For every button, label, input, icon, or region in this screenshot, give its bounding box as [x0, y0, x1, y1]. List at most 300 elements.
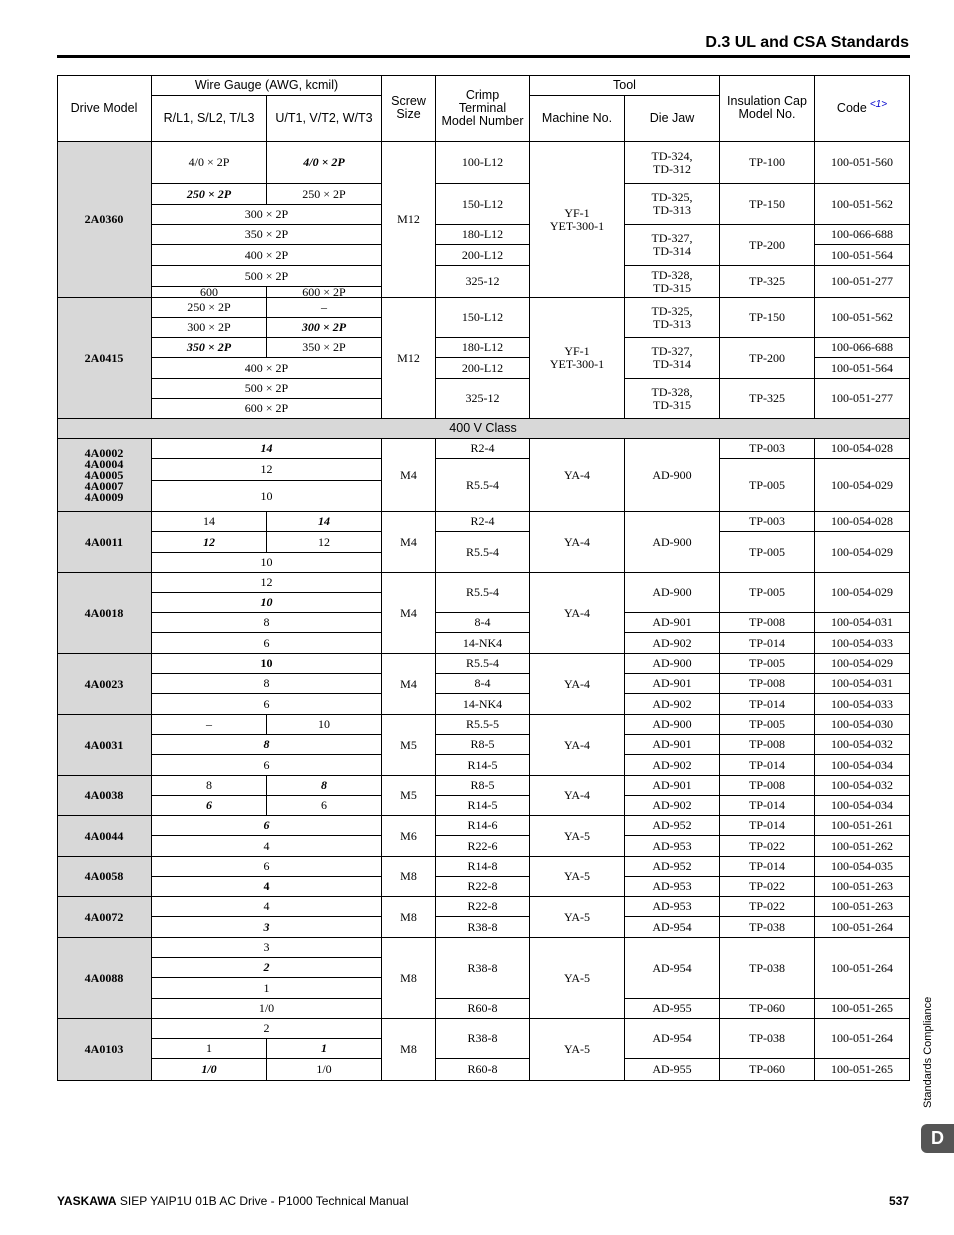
- table-cell: [436, 877, 530, 897]
- table-header-cell: [152, 75, 382, 96]
- table-cell: [625, 816, 720, 836]
- table-cell: [720, 674, 815, 694]
- table-cell: [436, 796, 530, 816]
- cell-text: 100-054-033: [831, 635, 893, 650]
- cell-text: R14-8: [467, 859, 498, 873]
- table-cell: [57, 897, 152, 938]
- cell-text: 100-066-688: [831, 340, 893, 354]
- cell-text: R8-5: [470, 778, 495, 792]
- cell-text: 600: [200, 287, 218, 298]
- table-cell: [625, 379, 720, 419]
- cell-text: 600 × 2P: [302, 287, 346, 298]
- cell-text: 10: [260, 595, 273, 609]
- cell-text: TP-325: [749, 274, 785, 288]
- cell-text: TP-008: [749, 778, 785, 792]
- table-cell: [720, 459, 815, 512]
- cell-text: Screw Size: [391, 94, 426, 121]
- cell-text: 325-12: [465, 274, 500, 288]
- cell-text: 200-L12: [461, 247, 504, 262]
- cell-text: R22-6: [467, 838, 498, 853]
- cell-text: 12: [203, 534, 215, 549]
- cell-text: 4: [263, 838, 270, 853]
- table-cell: [436, 938, 530, 999]
- cell-text: 100-054-028: [831, 441, 893, 455]
- cell-text: YA-5: [564, 909, 590, 924]
- cell-text: 300 × 2P: [187, 320, 231, 334]
- cell-text: AD-901: [652, 615, 692, 629]
- cell-text: 250 × 2P: [302, 186, 346, 201]
- table-cell: [815, 266, 910, 298]
- table-cell: [436, 142, 530, 184]
- table-cell: [815, 796, 910, 816]
- table-cell: [720, 573, 815, 613]
- table-cell: [625, 1059, 720, 1081]
- table-cell: [152, 654, 382, 674]
- table-cell: [815, 379, 910, 419]
- cell-text: AD-902: [652, 635, 692, 650]
- table-cell: [152, 776, 267, 796]
- cell-text: 100-054-029: [831, 477, 893, 492]
- cell-text: M8: [400, 1042, 417, 1056]
- table-cell: [625, 439, 720, 512]
- cell-text: 4A0103: [84, 1042, 124, 1056]
- cell-text: M6: [400, 828, 417, 843]
- table-cell: [625, 938, 720, 999]
- cell-text: 4A0002 4A0004 4A0005 4A0007 4A0009: [84, 445, 124, 504]
- table-cell: [625, 917, 720, 938]
- table-cell: [720, 379, 815, 419]
- cell-text: TP-005: [749, 477, 785, 492]
- table-cell: [267, 512, 382, 532]
- cell-text: YA-4: [564, 788, 590, 802]
- cell-text: R2-4: [470, 514, 495, 528]
- table-cell: [720, 184, 815, 225]
- cell-text: 100-054-034: [831, 757, 893, 772]
- cell-text: TP-014: [749, 818, 785, 832]
- cell-text: YA-4: [564, 605, 590, 620]
- table-cell: [625, 776, 720, 796]
- cell-text: 100-054-031: [831, 676, 893, 690]
- table-cell: [625, 674, 720, 694]
- cell-text: TP-005: [749, 544, 785, 559]
- cell-text: 10: [260, 488, 273, 503]
- cell-text: R38-8: [467, 960, 498, 975]
- table-cell: [530, 142, 625, 298]
- table-cell: [625, 877, 720, 897]
- cell-text: 4A0044: [84, 828, 124, 843]
- table-cell: [382, 142, 436, 298]
- footer-page-number: 537: [888, 1194, 909, 1208]
- table-cell: [815, 897, 910, 917]
- table-cell: [152, 633, 382, 654]
- table-cell: [720, 857, 815, 877]
- cell-text: 100-054-032: [831, 778, 893, 792]
- cell-text: 350 × 2P: [302, 340, 346, 354]
- cell-text: YA-5: [564, 869, 590, 883]
- cell-text: 100-051-261: [831, 818, 893, 832]
- table-cell: [625, 1019, 720, 1059]
- cell-text: AD-953: [652, 838, 692, 853]
- table-cell: [152, 816, 382, 836]
- cell-text: M4: [400, 467, 417, 482]
- table-header-cell: [57, 75, 152, 142]
- cell-text: R14-5: [467, 798, 498, 812]
- cell-text: TP-060: [749, 1062, 785, 1076]
- cell-text: TP-038: [749, 960, 785, 975]
- table-cell: [530, 573, 625, 654]
- cell-text: 4A0072: [84, 909, 124, 924]
- table-cell: [720, 836, 815, 857]
- side-tab-letter: D: [921, 1124, 954, 1153]
- cell-text: R22-8: [467, 899, 498, 913]
- cell-text: TP-003: [749, 514, 785, 528]
- table-cell: [815, 142, 910, 184]
- table-cell: [267, 298, 382, 318]
- cell-text: M8: [400, 869, 417, 883]
- table-cell: [720, 613, 815, 633]
- cell-text: TP-003: [749, 441, 785, 455]
- cell-text: 100-054-028: [831, 514, 893, 528]
- cell-text: 8-4: [474, 676, 491, 690]
- table-cell: [152, 938, 382, 958]
- cell-text: R60-8: [467, 1001, 498, 1015]
- cell-text: YA-5: [564, 1042, 590, 1056]
- cell-text: TP-022: [749, 879, 785, 893]
- table-cell: [815, 999, 910, 1019]
- cell-text: YA-4: [564, 467, 590, 482]
- table-cell: [436, 654, 530, 674]
- table-cell: [625, 694, 720, 715]
- cell-text: 180-L12: [461, 227, 504, 241]
- table-cell: [382, 298, 436, 419]
- table-cell: [815, 358, 910, 379]
- cell-text: 4A0031: [84, 737, 124, 752]
- table-cell: [815, 755, 910, 776]
- cell-text: TP-005: [749, 656, 785, 670]
- cell-text: TD-327, TD-314: [651, 344, 693, 371]
- table-cell: [267, 287, 382, 298]
- table-cell: [720, 735, 815, 755]
- table-cell: [815, 776, 910, 796]
- cell-text: 250 × 2P: [187, 300, 231, 314]
- cell-text: Machine No.: [541, 111, 613, 125]
- cell-text: TP-200: [749, 350, 785, 365]
- table-cell: [625, 613, 720, 633]
- cell-text: TP-014: [749, 757, 785, 772]
- table-cell: [152, 978, 382, 999]
- cell-text: 4A0018: [84, 605, 124, 620]
- table-cell: [436, 358, 530, 379]
- cell-text: Insulation Cap Model No.: [727, 94, 807, 121]
- side-tab-section-label: Standards Compliance: [922, 996, 934, 1108]
- cell-text: AD-901: [652, 676, 692, 690]
- table-cell: [382, 776, 436, 816]
- cell-text: 8: [263, 615, 270, 629]
- cell-text: 100-051-277: [831, 274, 893, 288]
- table-cell: [530, 439, 625, 512]
- table-cell: [152, 796, 267, 816]
- table-cell: [436, 836, 530, 857]
- table-cell: [267, 318, 382, 338]
- table-cell: [436, 613, 530, 633]
- cell-text: 8: [321, 778, 327, 792]
- cell-text: 100-054-032: [831, 737, 893, 751]
- table-cell: [152, 184, 267, 205]
- cell-text: 6: [263, 818, 270, 832]
- table-cell: [530, 816, 625, 857]
- cell-text: 100-051-263: [831, 879, 893, 893]
- table-cell: [436, 857, 530, 877]
- cell-text: 2: [263, 960, 270, 974]
- cell-text: Wire Gauge (AWG, kcmil): [194, 77, 339, 92]
- table-cell: [815, 633, 910, 654]
- table-cell: [57, 776, 152, 816]
- page-section-title: D.3 UL and CSA Standards: [705, 34, 909, 51]
- table-cell: [436, 1059, 530, 1081]
- table-cell: [57, 857, 152, 897]
- cell-text: AD-900: [652, 656, 692, 670]
- table-cell: [815, 245, 910, 266]
- cell-text: 100-054-029: [831, 656, 893, 670]
- cell-text: 4: [263, 899, 270, 913]
- table-cell: [625, 225, 720, 266]
- cell-text: TD-325, TD-313: [651, 303, 693, 331]
- table-cell: [382, 654, 436, 715]
- table-cell: [625, 654, 720, 674]
- table-cell: [530, 1019, 625, 1081]
- cell-text: 100-051-265: [831, 1062, 893, 1076]
- table-cell: [815, 298, 910, 338]
- table-cell: [720, 877, 815, 897]
- cell-text: TP-005: [749, 585, 785, 599]
- cell-text: 100-054-030: [831, 717, 893, 731]
- table-cell: [815, 654, 910, 674]
- table-cell: [625, 897, 720, 917]
- table-cell: [436, 633, 530, 654]
- cell-text: AD-901: [652, 778, 692, 792]
- table-cell: [815, 857, 910, 877]
- cell-text: –: [206, 717, 212, 731]
- table-cell: [720, 1019, 815, 1059]
- cell-text: 150-L12: [461, 310, 504, 324]
- cell-text: Code: [836, 100, 867, 115]
- cell-text: 12: [318, 534, 330, 549]
- cell-text: 180-L12: [461, 340, 504, 354]
- table-cell: [625, 715, 720, 735]
- cell-text: 1: [321, 1041, 327, 1055]
- cell-text: 1/0: [258, 1001, 275, 1015]
- table-cell: [625, 573, 720, 613]
- table-cell: [436, 298, 530, 338]
- cell-text: TP-038: [749, 1031, 785, 1045]
- table-cell: [152, 1039, 267, 1059]
- table-cell: [815, 459, 910, 512]
- table-cell: [436, 755, 530, 776]
- cell-text: 325-12: [465, 391, 500, 405]
- cell-text: 350 × 2P: [186, 340, 232, 354]
- table-cell: [152, 958, 382, 978]
- cell-text: Drive Model: [70, 100, 138, 115]
- cell-text: TP-014: [749, 798, 785, 812]
- table-cell: [625, 298, 720, 338]
- footer-manual: SIEP YAIP1U 01B AC Drive - P1000 Technical Manual: [119, 1194, 409, 1208]
- cell-text: 4A0023: [84, 676, 124, 691]
- table-cell: [152, 1019, 382, 1039]
- footer-brand: YASKAWA: [57, 1194, 117, 1208]
- cell-text: AD-954: [652, 919, 692, 934]
- cell-text: AD-900: [652, 534, 692, 549]
- table-cell: [815, 735, 910, 755]
- table-cell: [152, 735, 382, 755]
- table-cell: [815, 694, 910, 715]
- table-cell: [436, 694, 530, 715]
- table-cell: [57, 654, 152, 715]
- table-cell: [152, 694, 382, 715]
- table-cell: [436, 573, 530, 613]
- cell-text: 100-051-264: [831, 960, 893, 975]
- cell-text: 3: [263, 919, 270, 934]
- cell-text: R2-4: [470, 441, 495, 455]
- table-cell: [152, 439, 382, 459]
- cell-text: YF-1 YET-300-1: [549, 344, 605, 371]
- table-cell: [152, 532, 267, 553]
- table-cell: [720, 633, 815, 654]
- cell-text: AD-953: [652, 879, 692, 893]
- cell-text: TP-008: [749, 615, 785, 629]
- table-cell: [382, 857, 436, 897]
- cell-text: YF-1 YET-300-1: [549, 205, 605, 233]
- table-cell: [436, 512, 530, 532]
- table-cell: [815, 613, 910, 633]
- table-cell: [152, 399, 382, 419]
- table-cell: [57, 938, 152, 1019]
- cell-text: 14: [260, 441, 273, 455]
- table-cell: [625, 184, 720, 225]
- cell-text: 4A0058: [84, 869, 124, 883]
- cell-text: 600 × 2P: [244, 401, 289, 415]
- cell-text: YA-4: [564, 737, 590, 752]
- table-cell: [815, 573, 910, 613]
- cell-text: 10: [260, 656, 273, 670]
- cell-text: 100-054-029: [831, 544, 893, 559]
- cell-text: 14-NK4: [462, 635, 503, 650]
- table-cell: [625, 338, 720, 379]
- cell-text: AD-901: [652, 737, 692, 751]
- table-cell: [720, 338, 815, 379]
- cell-text: TP-060: [749, 1001, 785, 1015]
- table-cell: [720, 225, 815, 266]
- table-cell: [57, 298, 152, 419]
- table-cell: [625, 512, 720, 573]
- cell-text: TD-328, TD-315: [651, 384, 693, 412]
- table-cell: [720, 897, 815, 917]
- cell-text: R38-8: [467, 919, 498, 934]
- cell-text: 100-051-264: [831, 919, 893, 934]
- table-cell: [436, 1019, 530, 1059]
- cell-text: –: [321, 300, 327, 314]
- table-cell: [815, 439, 910, 459]
- table-cell: [152, 573, 382, 593]
- cell-text: 100-L12: [461, 155, 504, 169]
- table-cell: [815, 1059, 910, 1081]
- table-cell: [436, 674, 530, 694]
- table-cell: [625, 142, 720, 184]
- table-cell: [57, 573, 152, 654]
- cell-text: 1: [206, 1041, 212, 1055]
- table-cell: [152, 245, 382, 266]
- table-cell: [530, 715, 625, 776]
- table-cell: [382, 573, 436, 654]
- cell-text: 250 × 2P: [186, 186, 232, 201]
- table-header-cell: [382, 75, 436, 142]
- cell-text: 8-4: [474, 615, 491, 629]
- table-cell: [436, 266, 530, 298]
- table-cell: [267, 338, 382, 358]
- cell-text: 100-051-560: [831, 155, 893, 169]
- table-cell: [152, 857, 382, 877]
- cell-text: 2: [263, 1021, 270, 1035]
- cell-text: YA-4: [564, 676, 590, 691]
- cell-text: AD-952: [652, 818, 692, 832]
- table-header-cell: [530, 96, 625, 142]
- table-cell: [152, 999, 382, 1019]
- table-cell: [152, 266, 382, 287]
- cell-text: 100-051-564: [831, 360, 893, 375]
- cell-text: TP-150: [749, 310, 785, 324]
- table-cell: [436, 338, 530, 358]
- cell-text: YA-5: [564, 828, 590, 843]
- table-cell: [152, 674, 382, 694]
- table-cell: [152, 613, 382, 633]
- cell-text: AD-902: [652, 757, 692, 772]
- table-cell: [57, 1019, 152, 1081]
- table-header-cell: [530, 75, 720, 96]
- table-cell: [267, 796, 382, 816]
- cell-text: R8-5: [470, 737, 495, 751]
- table-cell: [267, 532, 382, 553]
- cell-text: Crimp Terminal Model Number: [441, 87, 524, 128]
- cell-text: R14-5: [467, 757, 498, 772]
- cell-text: 6: [321, 798, 327, 812]
- cell-text: 4/0 × 2P: [188, 155, 230, 169]
- cell-text: R14-6: [467, 818, 498, 832]
- table-header-cell: [625, 96, 720, 142]
- cell-text: AD-900: [652, 717, 692, 731]
- table-cell: [152, 755, 382, 776]
- cell-text: R/L1, S/L2, T/L3: [163, 111, 255, 125]
- code-note-link[interactable]: <1>: [869, 98, 888, 110]
- cell-text: TD-324, TD-312: [651, 148, 693, 176]
- cell-text: 12: [260, 462, 273, 476]
- table-cell: [382, 938, 436, 1019]
- table-cell: [530, 654, 625, 715]
- table-cell: [152, 877, 382, 897]
- cell-text: TP-014: [749, 859, 785, 873]
- table-cell: [720, 755, 815, 776]
- table-cell: [436, 776, 530, 796]
- cell-text: 100-051-263: [831, 899, 893, 913]
- table-cell: [436, 917, 530, 938]
- cell-text: YA-4: [564, 534, 590, 549]
- cell-text: 14: [203, 514, 215, 528]
- table-cell: [152, 836, 382, 857]
- cell-text: R60-8: [467, 1062, 498, 1076]
- table-cell: [152, 481, 382, 512]
- cell-text: AD-902: [652, 696, 692, 711]
- table-cell: [815, 532, 910, 573]
- cell-text: 2A0415: [84, 350, 124, 365]
- table-cell: [530, 938, 625, 1019]
